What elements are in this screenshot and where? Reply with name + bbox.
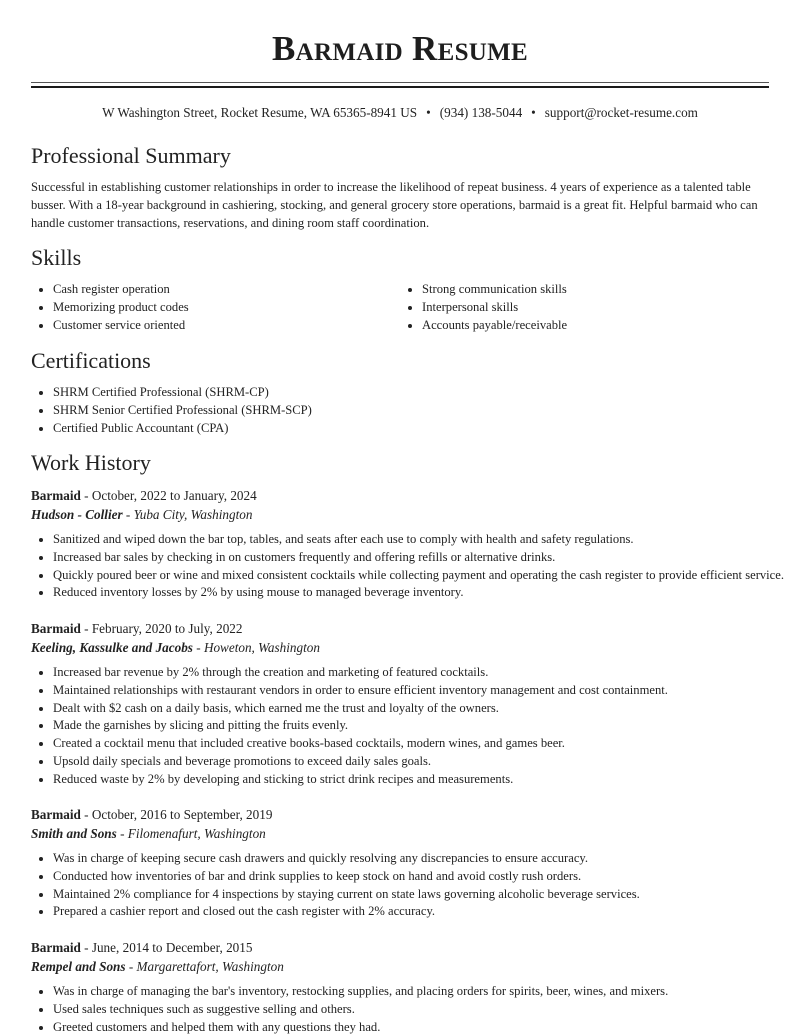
job-title: Barmaid: [31, 940, 81, 955]
skill-item: • Customer service oriented: [53, 317, 400, 335]
contact-phone: (934) 138-5044: [439, 105, 523, 120]
job-title: Barmaid: [31, 621, 81, 636]
job-bullet: • Dealt with $2 cash on a daily basis, which earned me the trust and loyalty of the owners.: [53, 700, 776, 718]
job-location: Howeton, Washington: [203, 640, 320, 655]
job-bullet: • Quickly poured beer or wine and mixed consistent cocktails while collecting payment and operating the cash register to provide efficient service.: [53, 567, 776, 585]
job-bullet: • Conducted how inventories of bar and drink supplies to keep stock on hand and avoid costly rush orders.: [53, 868, 776, 886]
job-dates: October, 2022 to January, 2024: [91, 488, 257, 503]
contact-email: support@rocket-resume.com: [544, 105, 698, 120]
job-dates: June, 2014 to December, 2015: [91, 940, 253, 955]
certification-item: • SHRM Senior Certified Professional (SHRM-SCP): [53, 402, 769, 420]
skill-item: • Cash register operation: [53, 281, 400, 299]
contact-line: [31, 104, 769, 122]
job-company-line: Hudson - Collier - Yuba City, Washington: [31, 507, 253, 522]
job-location: Filomenafurt, Washington: [127, 826, 266, 841]
job-bullets: [31, 664, 776, 789]
job-company-line: Rempel and Sons - Margarettafort, Washington: [31, 959, 284, 974]
job-bullets: [31, 531, 785, 602]
job-company: Smith and Sons: [31, 826, 117, 841]
job-entry: [31, 805, 776, 921]
certification-item: • SHRM Certified Professional (SHRM-CP): [53, 384, 769, 402]
skills-column-right: [400, 281, 769, 334]
job-company: Keeling, Kassulke and Jacobs: [31, 640, 193, 655]
job-company-line: Keeling, Kassulke and Jacobs - Howeton, Washington: [31, 640, 320, 655]
job-company: Rempel and Sons: [31, 959, 126, 974]
job-title-line: Barmaid - June, 2014 to December, 2015: [31, 940, 253, 955]
skills-heading: Skills: [31, 245, 82, 270]
certifications-list: [31, 384, 769, 437]
job-location: Margarettafort, Washington: [136, 959, 284, 974]
job-entry: [31, 619, 776, 789]
job-bullets: [31, 983, 776, 1036]
job-bullet: • Maintained relationships with restaurant vendors in order to ensure efficient inventory management and cost containment.: [53, 682, 776, 700]
skill-item: • Accounts payable/receivable: [422, 317, 769, 335]
job-bullet: • Reduced waste by 2% by developing and sticking to strict drink recipes and measurements.: [53, 771, 776, 789]
job-entry: [31, 486, 785, 602]
job-company: Hudson - Collier: [31, 507, 123, 522]
job-bullet: • Used sales techniques such as suggestive selling and others.: [53, 1001, 776, 1019]
skills-list: [31, 281, 769, 334]
skill-item: • Strong communication skills: [422, 281, 769, 299]
job-bullet: • Prepared a cashier report and closed out the cash register with 2% accuracy.: [53, 903, 776, 921]
job-bullet: • Reduced inventory losses by 2% by using mouse to managed beverage inventory.: [53, 584, 776, 602]
job-bullet: • Made the garnishes by slicing and pitting the fruits evenly.: [53, 717, 776, 735]
job-bullet: • Upsold daily specials and beverage promotions to exceed daily sales goals.: [53, 753, 776, 771]
bullet-separator: •: [426, 105, 431, 120]
job-title-line: Barmaid - October, 2022 to January, 2024: [31, 488, 257, 503]
job-title-line: Barmaid - October, 2016 to September, 2019: [31, 807, 273, 822]
header-divider-thin: [31, 82, 769, 83]
summary-text: Successful in establishing customer relationships in order to increase the likelihood of repeat business. 4 years of experience as a talented table busser. With a 18-year background in cashiering, stocking, and general grocery store operations, barmaid is a great fit. Helpful barmaid who can handle customer transactions, reservations, and dining room staff coordination.: [31, 180, 758, 230]
summary-heading: Professional Summary: [31, 143, 231, 168]
job-bullet: • Was in charge of keeping secure cash drawers and quickly resolving any discrepancies to ensure accuracy.: [53, 850, 776, 868]
job-title: Barmaid: [31, 488, 81, 503]
job-entry: [31, 938, 776, 1036]
job-bullet: • Sanitized and wiped down the bar top, tables, and seats after each use to comply with health and safety regulations.: [53, 531, 776, 549]
job-company-line: Smith and Sons - Filomenafurt, Washington: [31, 826, 266, 841]
job-bullet: • Was in charge of managing the bar's inventory, restocking supplies, and placing orders for spirits, beer, wines, and mixers.: [53, 983, 776, 1001]
job-location: Yuba City, Washington: [133, 507, 253, 522]
certification-item: • Certified Public Accountant (CPA): [53, 420, 769, 438]
header-divider-thick: [31, 86, 769, 88]
bullet-separator: •: [531, 105, 536, 120]
certifications-heading: Certifications: [31, 348, 151, 373]
resume-title: Barmaid Resume: [271, 29, 529, 68]
job-dates: October, 2016 to September, 2019: [91, 807, 273, 822]
skills-column-left: [31, 281, 400, 334]
contact-address: W Washington Street, Rocket Resume, WA 65365-8941 US: [102, 105, 418, 120]
job-bullet: • Maintained 2% compliance for 4 inspections by staying current on state laws governing alcoholic beverage services.: [53, 886, 776, 904]
work-history-heading: Work History: [31, 450, 151, 475]
job-bullet: • Increased bar revenue by 2% through the creation and marketing of featured cocktails.: [53, 664, 776, 682]
job-bullet: • Greeted customers and helped them with any questions they had.: [53, 1019, 776, 1036]
job-bullets: [31, 850, 776, 921]
job-title: Barmaid: [31, 807, 81, 822]
job-bullet: • Created a cocktail menu that included creative books-based cocktails, modern wines, and games beer.: [53, 735, 776, 753]
skill-item: • Memorizing product codes: [53, 299, 400, 317]
job-bullet: • Increased bar sales by checking in on customers frequently and offering refills or alternative drinks.: [53, 549, 776, 567]
job-title-line: Barmaid - February, 2020 to July, 2022: [31, 621, 243, 636]
skill-item: • Interpersonal skills: [422, 299, 769, 317]
job-dates: February, 2020 to July, 2022: [91, 621, 243, 636]
